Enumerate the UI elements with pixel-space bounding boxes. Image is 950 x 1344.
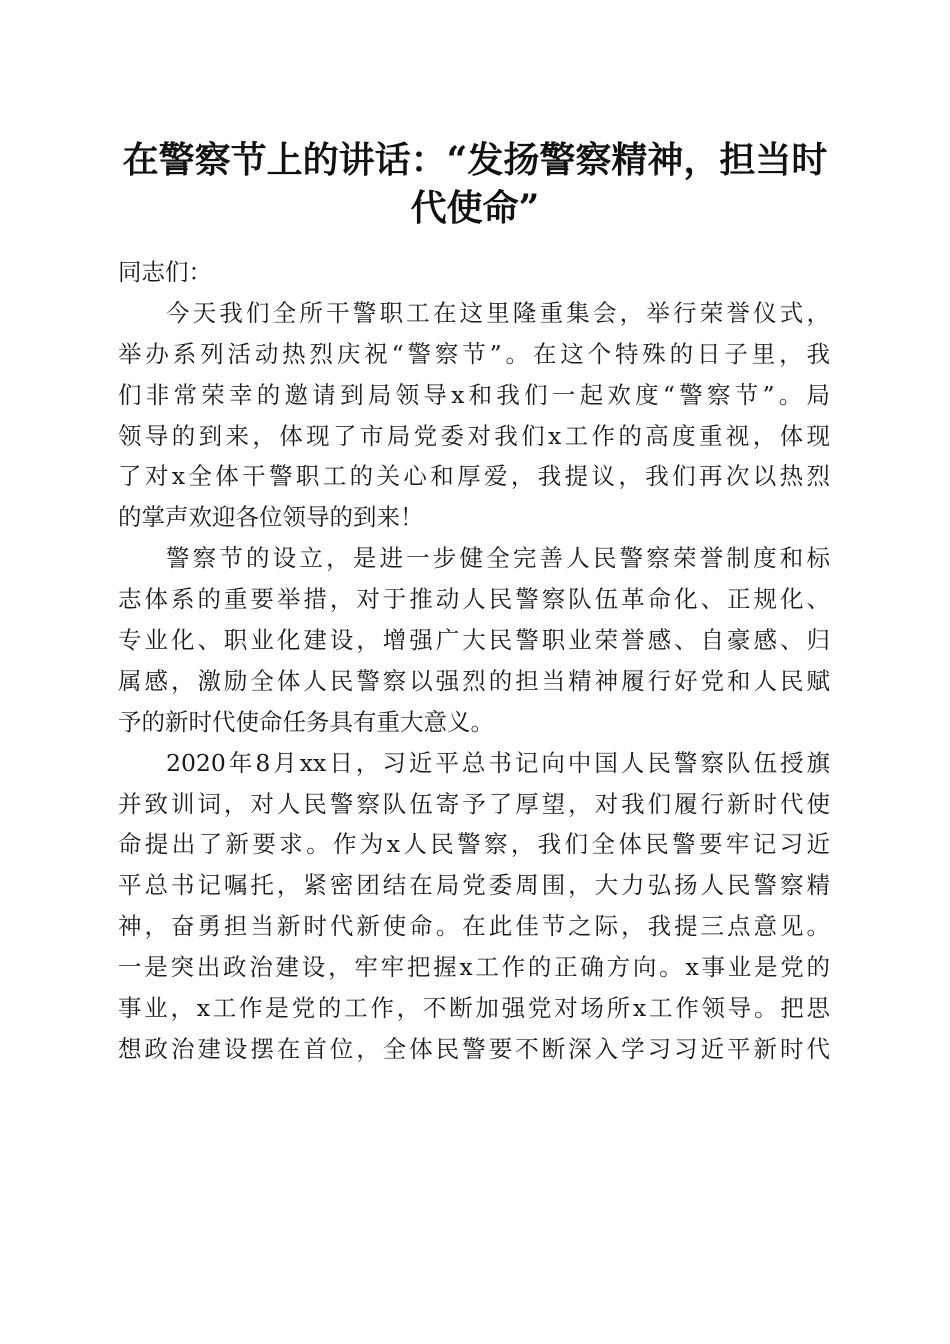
- document-title: [110, 136, 840, 232]
- paragraph-2: [118, 538, 830, 742]
- paragraph-line: 领导的到来，体现了市局党委对我们x工作的高度重视，体现: [118, 421, 830, 450]
- salutation: 同志们：: [118, 258, 212, 286]
- paragraph-line: 想政治建设摆在首位，全体民警要不断深入学习习近平新时代: [118, 1034, 830, 1063]
- paragraph-1: [118, 293, 830, 538]
- paragraph-line: 事业，x工作是党的工作，不断加强党对场所x工作领导。把思: [118, 994, 830, 1023]
- paragraph-line: 神，奋勇担当新时代新使命。在此佳节之际，我提三点意见。: [118, 912, 830, 941]
- paragraph-line: 并致训词，对人民警察队伍寄予了厚望，对我们履行新时代使: [118, 789, 830, 818]
- paragraph-line: 警察节的设立，是进一步健全完善人民警察荣誉制度和标: [166, 544, 830, 573]
- paragraph-line: 专业化、职业化建设，增强广大民警职业荣誉感、自豪感、归: [118, 626, 830, 655]
- paragraph-line: 命提出了新要求。作为x人民警察，我们全体民警要牢记习近: [118, 830, 830, 859]
- paragraph-line: 举办系列活动热烈庆祝“警察节”。在这个特殊的日子里，我: [118, 339, 830, 368]
- paragraph-line: 一是突出政治建设，牢牢把握x工作的正确方向。x事业是党的: [118, 953, 830, 982]
- paragraph-line: 的掌声欢迎各位领导的到来！: [118, 503, 424, 532]
- paragraph-line: 平总书记嘱托，紧密团结在局党委周围，大力弘扬人民警察精: [118, 871, 830, 900]
- paragraph-line: 2020年8月xx日，习近平总书记向中国人民警察队伍授旗: [166, 748, 830, 777]
- paragraph-line: 今天我们全所干警职工在这里隆重集会，举行荣誉仪式，: [166, 298, 830, 327]
- paragraph-3: [118, 743, 830, 1070]
- document-body: [118, 252, 830, 1070]
- paragraph-line: 们非常荣幸的邀请到局领导x和我们一起欢度“警察节”。局: [118, 380, 830, 409]
- paragraph-line: 予的新时代使命任务具有重大意义。: [118, 707, 494, 736]
- paragraph-line: 了对x全体干警职工的关心和厚爱，我提议，我们再次以热烈: [118, 462, 830, 491]
- paragraph-line: 志体系的重要举措，对于推动人民警察队伍革命化、正规化、: [118, 585, 830, 614]
- title-line: 在警察节上的讲话：“发扬警察精神，担当时: [122, 139, 828, 181]
- paragraph-line: 属感，激励全体人民警察以强烈的担当精神履行好党和人民赋: [118, 666, 830, 695]
- title-line: 代使命”: [410, 187, 540, 229]
